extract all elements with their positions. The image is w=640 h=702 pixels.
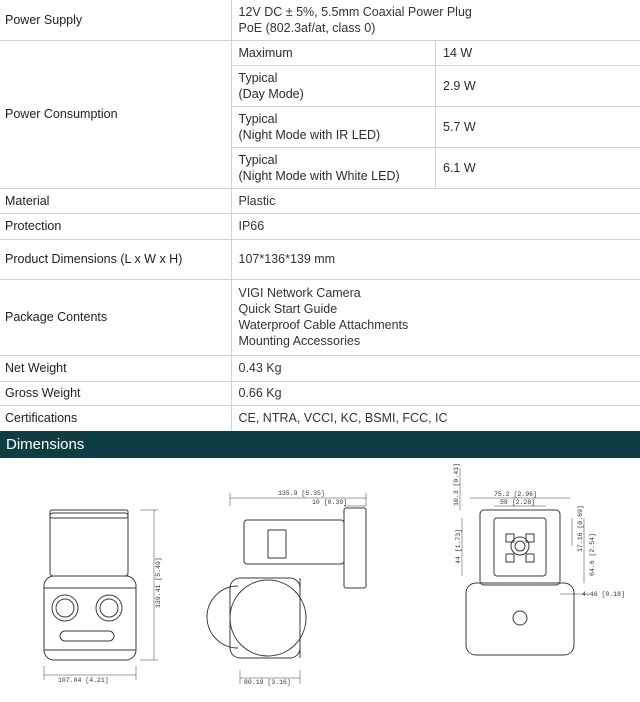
list-item: VIGI Network Camera (238, 286, 361, 300)
consumption-mode: Typical (Night Mode with IR LED) (231, 106, 436, 147)
protection-value: IP66 (231, 213, 640, 239)
power-consumption-label: Power Consumption (0, 40, 231, 188)
back-inner-label: 58 [2.28] (500, 499, 536, 506)
back-right-a-label: 17.16 [0.69] (577, 505, 584, 552)
package-contents-list (231, 279, 640, 355)
list-item: Quick Start Guide (238, 302, 338, 316)
certifications-value: CE, NTRA, VCCI, KC, BSMI, FCC, IC (231, 405, 640, 431)
back-left-top-label: 10.3 [0.41] (453, 463, 460, 506)
back-top-label: 75.2 [2.96] (494, 491, 537, 498)
back-right-bottom-label: 4.46 [0.18] (582, 591, 625, 598)
list-item: Waterproof Cable Attachments (238, 318, 409, 332)
net-weight-label: Net Weight (0, 355, 231, 381)
power-supply-line: PoE (802.3af/at, class 0) (238, 20, 376, 35)
camera-drawings-svg (0, 458, 640, 702)
front-height-label: 139.41 [5.49] (155, 557, 162, 608)
protection-label: Protection (0, 213, 231, 239)
list-item: Mounting Accessories (238, 334, 361, 348)
side-depth-label: 135.9 [5.35] (278, 490, 325, 497)
power-supply-value (231, 0, 640, 40)
power-supply-line: 12V DC ± 5%, 5.5mm Coaxial Power Plug (238, 4, 472, 19)
side-view-drawing (207, 493, 366, 684)
certifications-label: Certifications (0, 405, 231, 431)
consumption-mode: Maximum (231, 40, 436, 65)
consumption-value: 6.1 W (436, 147, 640, 188)
consumption-value: 14 W (436, 40, 640, 65)
consumption-mode: Typical (Night Mode with White LED) (231, 147, 436, 188)
front-view-drawing (44, 510, 158, 680)
back-left-mid-label: 44 [1.73] (455, 528, 462, 564)
product-dimensions-label: Product Dimensions (L x W x H) (0, 239, 231, 279)
power-supply-label: Power Supply (0, 0, 231, 40)
gross-weight-value: 0.66 Kg (231, 381, 640, 405)
consumption-mode: Typical (Day Mode) (231, 65, 436, 106)
side-bracket-label: 10 [0.39] (312, 499, 348, 506)
back-right-b-label: 64.6 [2.54] (589, 533, 596, 576)
side-bottom-label: 80.19 [3.16] (244, 679, 291, 686)
consumption-value: 2.9 W (436, 65, 640, 106)
dimensions-section-header: Dimensions (0, 431, 640, 458)
net-weight-value: 0.43 Kg (231, 355, 640, 381)
material-label: Material (0, 188, 231, 213)
front-width-label: 107.04 [4.21] (58, 677, 109, 684)
gross-weight-label: Gross Weight (0, 381, 231, 405)
consumption-value: 5.7 W (436, 106, 640, 147)
material-value: Plastic (231, 188, 640, 213)
dimension-drawings (0, 458, 640, 702)
product-dimensions-value: 107*136*139 mm (231, 239, 640, 279)
package-contents-label: Package Contents (0, 279, 231, 355)
